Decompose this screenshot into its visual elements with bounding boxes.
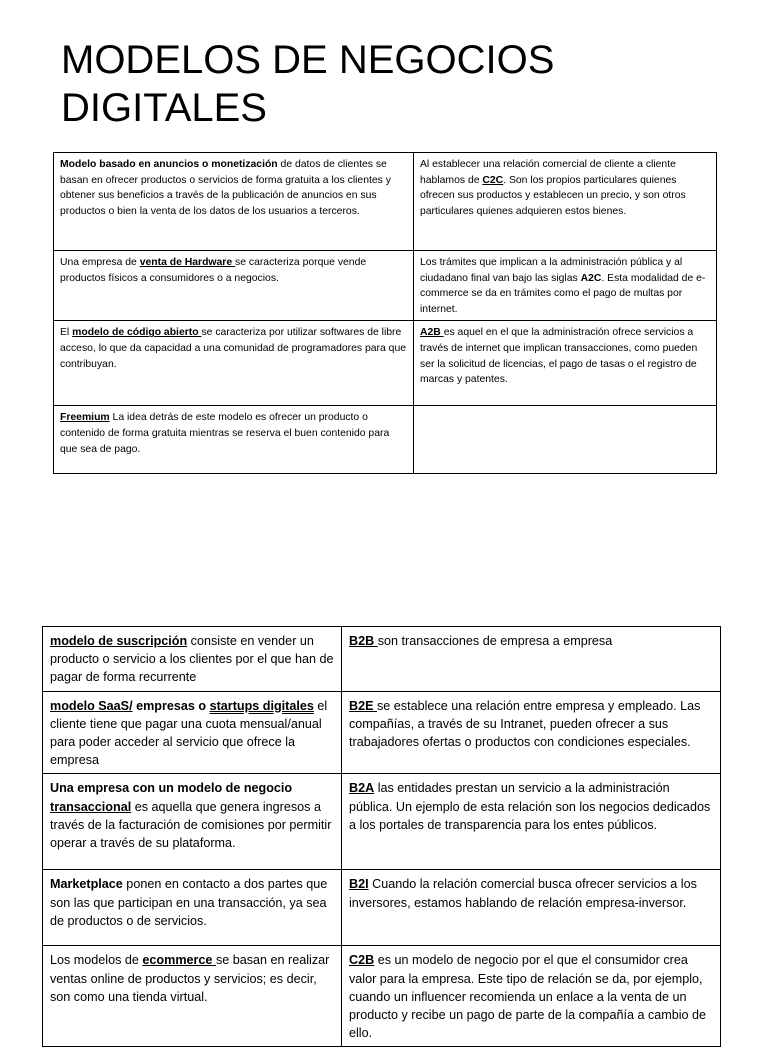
term-a2c: A2C	[580, 272, 602, 284]
cell-text: se establece una relación entre empresa y empleado. Las compañías, a través de su Intranet, pueden ofrecer a sus trabajadores ofertas o productos con condiciones especiales.	[349, 698, 701, 750]
cell-marketplace	[43, 870, 342, 946]
table-row	[54, 251, 717, 321]
cell-text: es aquel en el que la administración ofrece servicios a través de internet que implican transacciones, como pueden ser la solicitud de licencias, el pago de tasas o el registro de marcas y patentes.	[420, 327, 698, 386]
cell-text: Cuando la relación comercial busca ofrecer servicios a los inversores, estamos hablando de relación empresa-inversor.	[349, 877, 697, 910]
cell-text: El	[60, 327, 73, 339]
table-row	[54, 153, 717, 251]
cell-text: las entidades prestan un servicio a la administración pública. Un ejemplo de esta relación son los negocios dedicados a los portales de transparencia para los entes públicos.	[349, 781, 711, 832]
cell-b2a	[342, 774, 721, 870]
term-marketplace: Marketplace	[50, 877, 123, 892]
cell-b2i	[342, 870, 721, 946]
cell-text: Los modelos de	[50, 953, 143, 968]
cell-text: consiste en vender un producto o servicio a los clientes por el que han de pagar de forma recurrente	[50, 634, 334, 685]
cell-text: se basan en realizar ventas online de productos y servicios; es decir, son como una tienda virtual.	[50, 953, 330, 1004]
term-c2c: C2C	[482, 174, 504, 186]
cell-text: La idea detrás de este modelo es ofrecer un producto o contenido de forma gratuita mientras se reserva el buen contenido para que sea de pago.	[60, 412, 390, 455]
cell-hardware	[54, 251, 414, 321]
models-table-bottom	[42, 626, 721, 1047]
term-hardware: venta de Hardware	[139, 257, 236, 268]
cell-text: se caracteriza por utilizar softwares de libre acceso, lo que da capacidad a una comunidad de programadores para que contribuyan.	[60, 327, 407, 370]
table-row	[54, 406, 717, 474]
cell-ad-monetization	[54, 153, 414, 251]
table-row	[43, 946, 721, 1047]
table-row	[43, 870, 721, 946]
term-ecommerce: ecommerce	[142, 953, 216, 968]
cell-empty	[414, 406, 717, 474]
cell-b2b	[342, 627, 721, 692]
term-c2b: C2B	[349, 953, 375, 968]
cell-text: ponen en contacto a dos partes que son las que participan en una transacción, ya sea de productos o de servicios.	[50, 877, 328, 928]
cell-c2b	[342, 946, 721, 1047]
term-freemium: Freemium	[60, 412, 110, 424]
cell-text: Una empresa con un modelo de negocio	[50, 781, 293, 796]
term-b2e: B2E	[349, 698, 377, 713]
cell-ecommerce	[43, 946, 342, 1047]
cell-subscription	[43, 627, 342, 692]
term-ad-monetization: Modelo basado en anuncios o monetización	[60, 159, 278, 170]
table-row	[43, 627, 721, 692]
cell-text: empresas o	[132, 698, 210, 713]
term-b2b: B2B	[349, 634, 378, 648]
cell-text: es aquella que genera ingresos a través de la facturación de comisiones por permitir operar a través de su plataforma.	[50, 799, 332, 851]
table-row	[43, 774, 721, 870]
cell-text: de datos de clientes se basan en ofrecer productos o servicios de forma gratuita a los clientes y obtener sus beneficios a través de la publicación de anuncios en sus productos o bien la venta de los datos de los usuarios a terceros.	[60, 159, 391, 217]
table-row	[43, 691, 721, 774]
cell-text: . Esta modalidad de e-commerce se da en trámites como el pago de multas por internet.	[420, 272, 706, 315]
table-row	[54, 321, 717, 406]
cell-text: . Son los propios particulares quienes ofrecen sus productos y establecen un precio, y son otros particulares quienes adquieren estos bienes.	[420, 174, 686, 217]
cell-freemium	[54, 406, 414, 474]
cell-c2c	[414, 153, 717, 251]
term-b2a: B2A	[349, 781, 375, 796]
term-b2i: B2I	[349, 877, 369, 892]
cell-text: son transacciones de empresa a empresa	[377, 634, 613, 648]
cell-text: Una empresa de	[60, 257, 140, 268]
cell-text: Los trámites que implican a la administración pública y al ciudadano final van bajo las siglas	[420, 257, 683, 284]
page-title: MODELOS DE NEGOCIOS DIGITALES	[61, 38, 555, 130]
term-startups: startups digitales	[209, 698, 314, 713]
term-saas: modelo SaaS/	[50, 698, 133, 713]
term-subscription: modelo de suscripción	[50, 634, 188, 648]
cell-text: el cliente tiene que pagar una cuota mensual/anual para poder acceder al servicio que ofrece la empresa	[50, 698, 328, 768]
term-open-source: modelo de código abierto	[72, 327, 202, 339]
cell-transactional	[43, 774, 342, 870]
cell-text: Al establecer una relación comercial de cliente a cliente hablamos de	[420, 159, 676, 186]
term-a2b: A2B	[420, 327, 444, 339]
cell-saas	[43, 691, 342, 774]
cell-a2b	[414, 321, 717, 406]
cell-text: se caracteriza porque vende productos físicos a consumidores o a negocios.	[60, 257, 367, 284]
cell-a2c	[414, 251, 717, 321]
cell-b2e	[342, 691, 721, 774]
term-transactional: transaccional	[50, 799, 132, 814]
models-table-top	[53, 152, 717, 474]
cell-open-source	[54, 321, 414, 406]
cell-text: es un modelo de negocio por el que el consumidor crea valor para la empresa. Este tipo de relación se da, por ejemplo, cuando un influencer recomienda un enlace a la venta de un producto y recibe un pago de parte de la compañía a cambio de ello.	[349, 953, 707, 1041]
